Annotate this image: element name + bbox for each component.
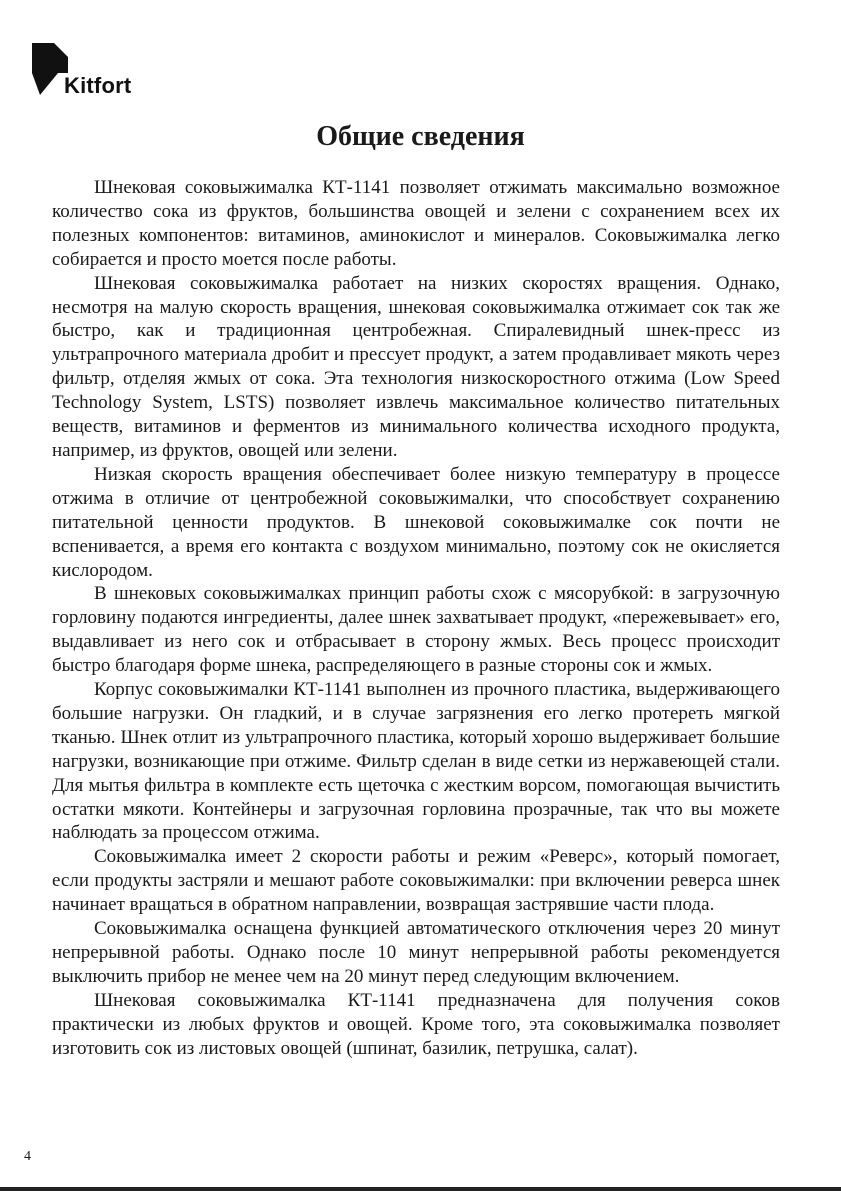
paragraph: Соковыжималка оснащена функцией автоматического отключения через 20 минут непрерывной работы. Однако после 10 минут непрерывной работы рекомендуется выключить прибор не менее чем на 20 минут перед следующим включением. (52, 918, 780, 987)
paragraph: В шнековых соковыжималках принцип работы схож с мясорубкой: в загрузочную горловину подаются ингредиенты, далее шнек захватывает продукт, «пережевывает» его, выдавливает из него сок и отбрасывает в сторону жмых. Весь процесс происходит быстро благодаря форме шнека, распределяющего в разные стороны сок и жмых. (52, 583, 780, 677)
paragraph: Шнековая соковыжималка КТ-1141 позволяет отжимать максимально возможное количество сока из фруктов, большинства овощей и зелени с сохранением всех их полезных компонентов: витаминов, аминокислот и минералов. Соковыжималка легко собирается и просто моется после работы. (52, 177, 780, 270)
body-text (52, 176, 780, 1061)
paragraph: Корпус соковыжималки КТ-1141 выполнен из прочного пластика, выдерживающего большие нагрузки. Он гладкий, и в случае загрязнения его легко протереть мягкой тканью. Шнек отлит из ультрапрочного пластика, который хорошо выдерживает большие нагрузки, возникающие при отжиме. Фильтр сделан в виде сетки из нержавеющей стали. Для мытья фильтра в комплекте есть щеточка с жестким ворсом, помогающая вычистить остатки мякоти. Контейнеры и загрузочная горловина прозрачные, так что вы можете наблюдать за процессом отжима. (52, 679, 780, 844)
kitfort-flag-icon (32, 43, 68, 99)
paragraph: Шнековая соковыжималка работает на низких скоростях вращения. Однако, несмотря на малую скорость вращения, шнековая соковыжималка отжимает сок так же быстро, как и традиционная центробежная. Спиралевидный шнек-пресс из ультрапрочного материала дробит и прессует продукт, а затем продавливает мякоть через фильтр, отделяя жмых от сока. Эта технология низкоскоростного отжима (Low Speed Technology System, LSTS) позволяет извлечь максимальное количество питательных веществ, витаминов и ферментов из минимального количества исходного продукта, например, из фруктов, овощей или зелени. (52, 272, 780, 461)
page-number: 4 (24, 1149, 31, 1164)
page-title: Общие сведения (316, 121, 525, 152)
divider (0, 1187, 841, 1191)
paragraph: Низкая скорость вращения обеспечивает более низкую температуру в процессе отжима в отличие от центробежной соковыжималки, что способствует сохранению питательной ценности продуктов. В шнековой соковыжималке сок почти не вспенивается, а время его контакта с воздухом минимально, поэтому сок не окисляется кислородом. (52, 463, 780, 581)
paragraph: Соковыжималка имеет 2 скорости работы и режим «Реверс», который помогает, если продукты застряли и мешают работе соковыжималки: при включении реверса шнек начинает вращаться в обратном направлении, возвращая застрявшие части плода. (52, 846, 780, 916)
paragraph: Шнековая соковыжималка КТ-1141 предназначена для получения соков практически из любых фруктов и овощей. Кроме того, эта соковыжималка позволяет изготовить сок из листовых овощей (шпинат, базилик, петрушка, салат). (52, 989, 780, 1059)
brand-logo (32, 43, 172, 103)
brand-name: Kitfort (64, 73, 132, 98)
